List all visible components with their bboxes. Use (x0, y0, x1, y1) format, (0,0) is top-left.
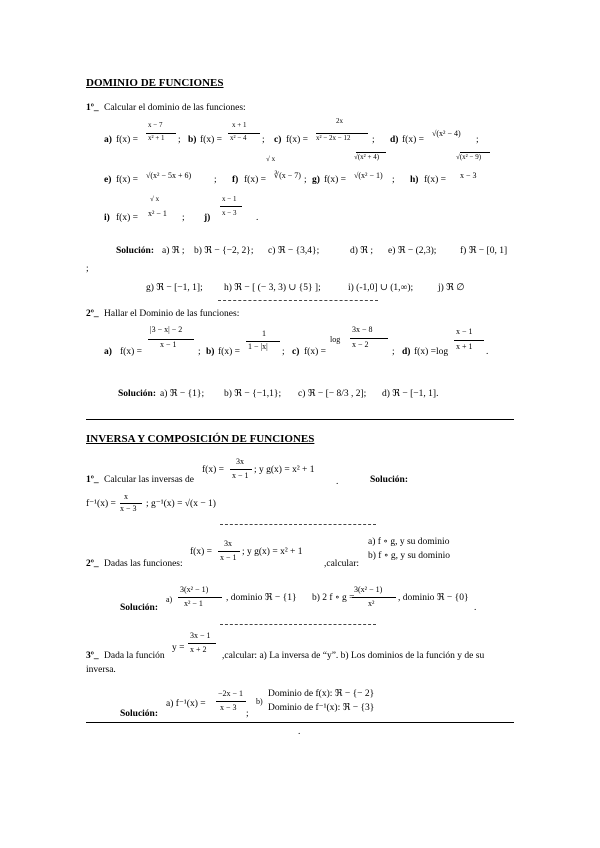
section-title-dominio: DOMINIO DE FUNCIONES (86, 77, 224, 89)
solution-2c: c) ℜ − [− 8/3 , 2]; (298, 389, 367, 399)
fx-d: f(x) = (402, 135, 424, 145)
numerator-2b: 1 (262, 329, 266, 338)
dashed-divider-3 (220, 624, 376, 625)
label-a: a) (104, 135, 112, 145)
fx-2d: f(x) =log (414, 347, 449, 357)
inv-problem-1-number: 1º_ (86, 475, 99, 485)
inv-2-calc: ,calcular: (324, 559, 360, 569)
inv-3-dom-finv: Dominio de f⁻¹(x): ℜ − {3} (268, 703, 375, 713)
fx-g: f(x) = (324, 175, 346, 185)
inv-problem-1-instruction: Calcular las inversas de (104, 475, 194, 485)
fx-f: f(x) = (244, 175, 266, 185)
inv-1-den: x − 1 (232, 471, 249, 480)
separator: . (256, 213, 259, 223)
numerator-2c: 3x − 8 (352, 325, 373, 334)
numerator-2a: |3 − x| − 2 (150, 325, 183, 334)
separator: ; (372, 135, 375, 145)
inv-2-sol-a-dom: , dominio ℜ − {1} (226, 593, 297, 603)
inv-2-option-b: b) f ∘ g, y su dominio (368, 551, 450, 561)
inv-problem-3-instruction: Dada la función (104, 651, 165, 661)
j-denominator: x − 3 (222, 209, 237, 217)
denominator-c: x² − 2x − 12 (316, 134, 351, 142)
inv-3-sol-a: a) f⁻¹(x) = (166, 699, 206, 709)
section-divider (86, 419, 514, 420)
numerator-a: x − 7 (148, 121, 163, 129)
radical-top-i: √ x (150, 195, 160, 203)
numerator-2d: x − 1 (456, 327, 473, 336)
solution-label-1: Solución: (116, 246, 155, 256)
inv-1-num: 3x (236, 457, 244, 466)
fx-h: f(x) = (424, 175, 446, 185)
solution-1c: c) ℜ − {3,4}; (268, 246, 320, 256)
inv-3-den: x + 2 (190, 645, 207, 654)
bottom-divider (86, 722, 514, 723)
inv-problem-2-number: 2º_ (86, 559, 99, 569)
fx-i: f(x) = (116, 213, 138, 223)
inv-2-mid: ; y g(x) = x² + 1 (242, 547, 303, 557)
log-2c: log (330, 335, 341, 344)
inv-problem-3-number: 3º_ (86, 651, 99, 661)
inv-3-dom-f: Dominio de f(x): ℜ − {− 2} (268, 689, 375, 699)
solution-2b: b) ℜ − {−1,1}; (224, 389, 282, 399)
inv-3-y: y = (172, 643, 185, 653)
solution-1e: e) ℜ − (2,3); (388, 246, 437, 256)
separator: ; (304, 175, 307, 185)
denominator-2b: 1 − |x| (248, 342, 268, 351)
inv-1-fInverse-num: x (124, 492, 128, 501)
inv-1-dot: . (336, 477, 339, 487)
denominator-b: x² − 4 (230, 134, 247, 142)
separator: ; (262, 135, 265, 145)
label-j: j) (204, 213, 211, 223)
solution-1f: f) ℜ − [0, 1] (460, 246, 508, 256)
label-h: h) (410, 175, 419, 185)
inv-2-solution-label: Solución: (120, 603, 159, 613)
solution-1g: g) ℜ − [−1, 1]; (146, 283, 203, 293)
solution-1b: b) ℜ − {−2, 2}; (194, 246, 254, 256)
radical-under-b: √ x (266, 155, 276, 163)
solution-1h: h) ℜ − [ (− 3, 3) ∪ {5} ]; (224, 283, 321, 293)
separator: . (486, 347, 489, 357)
label-e: e) (104, 175, 112, 185)
inv-2-sol-a-den: x² − 1 (184, 599, 203, 608)
inv-2-option-a: a) f ∘ g, y su dominio (368, 537, 450, 547)
j-numerator: x − 1 (222, 195, 237, 203)
separator: ; (392, 347, 395, 357)
inv-2-sol-b-num: 3(x² − 1) (354, 585, 383, 594)
radical-under-d: √(x² − 9) (456, 153, 482, 161)
label-g: g) (312, 175, 320, 185)
numerator-b: x + 1 (232, 121, 247, 129)
expression-d: √(x² − 4) (432, 129, 461, 138)
inv-2-den: x − 1 (220, 553, 237, 562)
label-i: i) (104, 213, 110, 223)
label-f: f) (232, 175, 239, 185)
solution-1a: a) ℜ ; (162, 246, 185, 256)
fx-2c: f(x) = (304, 347, 326, 357)
inv-3-rest: ,calcular: a) La inversa de “y”. b) Los dominios de la función y de su (222, 651, 485, 661)
fx-2b: f(x) = (218, 347, 240, 357)
fx-2a: f(x) = (120, 347, 142, 357)
dashed-divider-1 (218, 300, 378, 301)
label-2a: a) (104, 347, 112, 357)
inv-3-num: 3x − 1 (190, 631, 211, 640)
inv-1-fInverse: f⁻¹(x) = (86, 499, 116, 509)
separator: ; (282, 347, 285, 357)
solution-2a: a) ℜ − {1}; (160, 389, 205, 399)
inv-2-sol-b-pre: b) 2 f ∘ g = (312, 593, 355, 603)
solution-2d: d) ℜ − [−1, 1]. (382, 389, 439, 399)
inv-2-sol-b-den: x² (368, 599, 375, 608)
separator: ; (214, 175, 217, 185)
inv-2-sol-end: . (474, 603, 477, 613)
inv-3-sol-a-den: x − 3 (220, 703, 237, 712)
inv-1-fInverse-den: x − 3 (120, 504, 137, 513)
solution-1i: i) (-1,0] ∪ (1,∞); (348, 283, 414, 293)
problem-1-number: 1º_ (86, 103, 99, 113)
expression-g: √(x² − 1) (354, 171, 383, 180)
inv-2-sol-a-pre: a) (166, 595, 173, 604)
footer-dot: . (298, 727, 301, 737)
label-d: d) (390, 135, 399, 145)
solution-label-2: Solución: (118, 389, 157, 399)
problem-2-instruction: Hallar el Dominio de las funciones: (104, 309, 240, 319)
problem-2-number: 2º_ (86, 309, 99, 319)
inv-problem-2-instruction: Dadas las funciones: (104, 559, 183, 569)
expression-i: x² − 1 (148, 209, 167, 218)
inv-1-gInverse: ; g⁻¹(x) = √(x − 1) (146, 499, 216, 509)
fx-a: f(x) = (116, 135, 138, 145)
label-b: b) (188, 135, 197, 145)
numerator-c: 2x (336, 117, 343, 125)
inv-2-f: f(x) = (190, 547, 212, 557)
fx-c: f(x) = (286, 135, 308, 145)
separator: ; (198, 347, 201, 357)
inv-3-solution-label: Solución: (120, 709, 159, 719)
expression-e: √(x² − 5x + 6) (146, 171, 192, 180)
label-c: c) (274, 135, 282, 145)
solution-1d: d) ℜ ; (350, 246, 374, 256)
label-2c: c) (292, 347, 300, 357)
inv-2-sol-b-dom: , dominio ℜ − {0} (398, 593, 469, 603)
inv-2-num: 3x (224, 539, 232, 548)
inv-3-sol-b: b) (256, 697, 263, 706)
dashed-divider-2 (220, 524, 376, 525)
denominator-2d: x + 1 (456, 342, 473, 351)
inv-3-rest2: inversa. (86, 665, 116, 675)
solution-1j: j) ℜ ∅ (438, 283, 465, 293)
fx-e: f(x) = (116, 175, 138, 185)
problem-1-instruction: Calcular el dominio de las funciones: (104, 103, 246, 113)
inv-1-mid: ; y g(x) = x² + 1 (254, 465, 315, 475)
separator: ; (392, 175, 395, 185)
separator: ; (182, 213, 185, 223)
section-title-inversa: INVERSA Y COMPOSICIÓN DE FUNCIONES (86, 433, 315, 445)
denominator-2a: x − 1 (160, 340, 177, 349)
fx-b: f(x) = (200, 135, 222, 145)
inv-3-sol-a-num: −2x − 1 (218, 689, 244, 698)
radical-under-c: √(x² + 4) (354, 153, 380, 161)
separator: ; (178, 135, 181, 145)
label-2d: d) (402, 347, 411, 357)
inv-1-f: f(x) = (202, 465, 224, 475)
expression-f: ∛(x − 7) (274, 171, 301, 180)
inv-2-sol-a-num: 3(x² − 1) (180, 585, 209, 594)
denominator-a: x² + 1 (148, 134, 165, 142)
solution-semicolon: ; (86, 264, 89, 274)
inv-3-sol-a-sep: ; (246, 709, 249, 719)
inv-1-solution-label: Solución: (370, 475, 409, 485)
expression-h: x − 3 (460, 171, 477, 180)
denominator-2c: x − 2 (352, 340, 369, 349)
label-2b: b) (206, 347, 215, 357)
separator: ; (476, 135, 479, 145)
